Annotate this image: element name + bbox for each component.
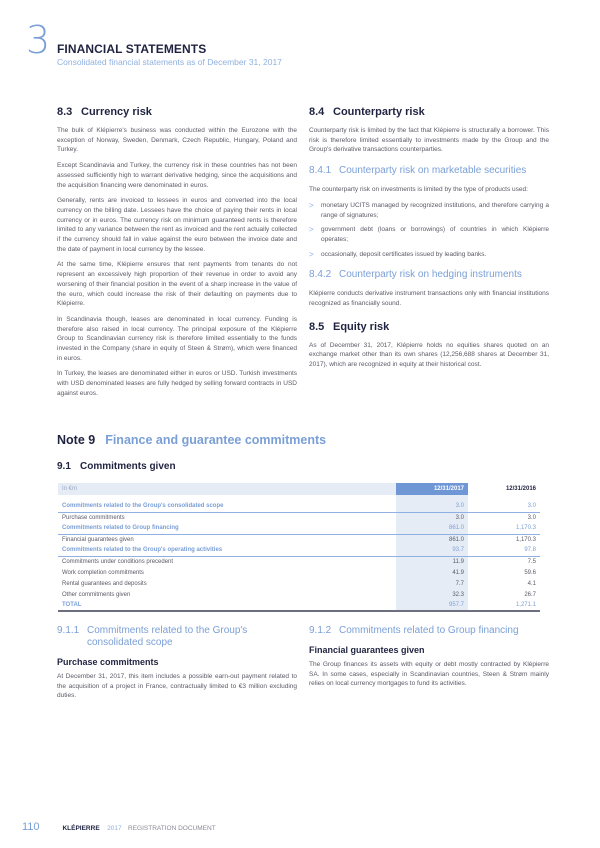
table-row [58,567,540,578]
section-heading-8-4: 8.4 Counterparty risk [309,106,425,118]
value-current: 11.9 [396,556,468,567]
value-previous: 1,170.3 [515,536,536,543]
paragraph: At the same time, Klépierre ensures that rent payments from tenants do not represent an excessively high proportion of their revenue in order to avoid any worsening of their financial position in the event of a sharp increase in the value of the euro, which could increase the risk of their defaulting on payments due to Klépierre. [57,261,297,308]
paragraph: The counterparty risk on investments is limited by the type of products used: [309,186,528,194]
section-heading-8-5: 8.5 Equity risk [309,320,390,333]
minor-heading: Financial guarantees given [309,645,425,655]
paragraph: As of December 31, 2017, Klépierre holds no equities shares quoted on an exchange market other than its own shares (12,256,688 shares at December 31, 2017), which are recognized in equity at their historical cost. [309,341,549,369]
value-previous: 1,170.3 [468,523,540,534]
value-current: 32.3 [396,589,468,600]
table-row [58,534,540,545]
row-label: Work completion commitments [62,569,144,576]
list-item: > monetary UCITS managed by recognized institutions, and therefore carrying a range of signatures; [309,200,549,219]
bullet-list [309,201,549,260]
section-heading-9-1: 9.1 Commitments given [57,461,176,472]
minor-heading: Purchase commitments [57,657,159,667]
value-current: 3.0 [396,512,468,523]
row-label: Commitments related to Group financing [58,523,396,534]
row-label: TOTAL [58,600,396,611]
chapter-number: 3 [26,18,51,62]
subsection-heading-8-4-2: 8.4.2 Counterparty risk on hedging instruments [309,269,522,281]
row-label: Other commitments given [62,591,131,598]
chevron-right-icon: > [309,200,314,210]
subsection-heading-9-1-1: 9.1.1 Commitments related to the Group's consolidated scope [57,625,248,648]
row-label: Purchase commitments [62,514,125,521]
page-footer [22,817,216,831]
paragraph: Klépierre conducts derivative instrument transactions only with financial institutions recognized as financially sound. [309,290,549,308]
commitments-table [58,483,540,612]
chevron-right-icon: > [309,249,314,259]
value-current: 861.0 [396,523,468,534]
row-label: Commitments related to the Group's consolidated scope [58,501,396,512]
chevron-right-icon: > [309,225,314,235]
value-current: 41.9 [396,567,468,578]
paragraph: At December 31, 2017, this item includes a possible earn-out payment related to the acquisition of a project in France, contractually limited to €3 million excluding duties. [57,673,297,700]
list-item: > occasionally, deposit certificates issued by leading banks. [309,249,487,259]
brand-name: KLÉPIERRE [62,825,100,832]
table-row [58,589,540,600]
chapter-subtitle: Consolidated financial statements as of December 31, 2017 [57,57,282,67]
subsection-heading-8-4-1: 8.4.1 Counterparty risk on marketable securities [309,165,527,177]
table-row [58,556,540,567]
document-title: REGISTRATION DOCUMENT [128,825,216,832]
value-previous: 59.6 [524,569,536,576]
value-current: 93.7 [396,545,468,556]
row-label: Financial guarantees given [62,536,134,543]
value-current: 7.7 [396,578,468,589]
table-total-row [58,600,540,611]
value-current: 3.0 [396,501,468,512]
table-group-row [58,501,540,512]
subsection-heading-9-1-2: 9.1.2 Commitments related to Group financing [309,625,519,636]
table-row [58,512,540,523]
value-current: 957.7 [396,600,468,611]
table-row [58,578,540,589]
column-header-previous: 12/31/2016 [468,483,540,495]
note-heading: Note 9 Finance and guarantee commitments [57,433,327,447]
section-9-1-1 [57,625,297,707]
paragraph: Counterparty risk is limited by the fact that Klépierre is structurally a borrower. This risk is therefore limited essentially to investments made by the Group and the Group's derivative transactions counterparties. [309,127,549,154]
paragraph: Except Scandinavia and Turkey, the currency risk in these countries has not been assessed sufficiently high to warrant derivative hedging, since the acquisitions and the acquisition financing were denominated in euros. [57,162,297,189]
paragraph: In Turkey, the leases are denominated either in euros or USD. Turkish investments with USD denominated leases are fully hedged by selling forward contracts in USD against euros. [57,370,297,397]
paragraph: In Scandinavia though, leases are denominated in local currency. Funding is therefore also raised in local currency. The principal exposure of the Klépierre Group to Scandinavian currency risk is therefore limited essentially to the funds invested in the Company (share in equity of Steen & Strøm), which were financed in euros. [57,315,297,362]
value-previous: 3.0 [527,514,536,521]
table-header-row [58,483,540,495]
table-group-row [58,545,540,556]
section-9-1-2 [309,625,549,695]
document-year: 2017 [107,825,122,832]
value-previous: 7.5 [527,558,536,565]
table-group-row [58,523,540,534]
page-number: 110 [22,821,40,833]
chapter-title: FINANCIAL STATEMENTS [57,42,207,56]
row-label: Rental guarantees and deposits [62,580,147,587]
table-body [58,495,540,611]
value-current: 861.0 [396,534,468,545]
value-previous: 3.0 [468,501,540,512]
value-previous: 97.8 [468,545,540,556]
paragraph: The bulk of Klépierre's business was conducted within the Eurozone with the exception of Norway, Sweden, Denmark, Czech Republic, Hungary, Poland and Turkey. [57,127,297,154]
right-column [309,106,549,376]
list-item: > government debt (loans or borrowings) of countries in which Klépierre operates; [309,225,549,243]
row-label: Commitments related to the Group's operating activities [58,545,396,556]
column-header-current: 12/31/2017 [396,483,468,495]
paragraph: The Group finances its assets with equity or debt mostly contracted by Klépierre SA. In some cases, especially in Scandinavian countries, Steen & Strøm mainly relies on local currency mortgages to fund its activities. [309,661,549,688]
row-label: Commitments under conditions precedent [62,558,174,565]
unit-header: In €m [58,483,396,495]
value-previous: 1,271.1 [468,600,540,611]
value-previous: 26.7 [524,591,536,598]
section-heading-8-3: 8.3 Currency risk [57,106,152,118]
paragraph: Generally, rents are invoiced to lessees in euros and converted into the local currency on the billing date. Lessees have the choice of paying their rents in local currency or in euros. The currency risk on minimum guaranteed rents is therefore limited to any variance between the rent as invoiced and the rent actually collected if the currency should fall in value against the euro between the invoice date and the date of payment in local currency by the lessee. [57,197,297,253]
value-previous: 4.1 [527,580,536,587]
left-column [57,106,297,405]
